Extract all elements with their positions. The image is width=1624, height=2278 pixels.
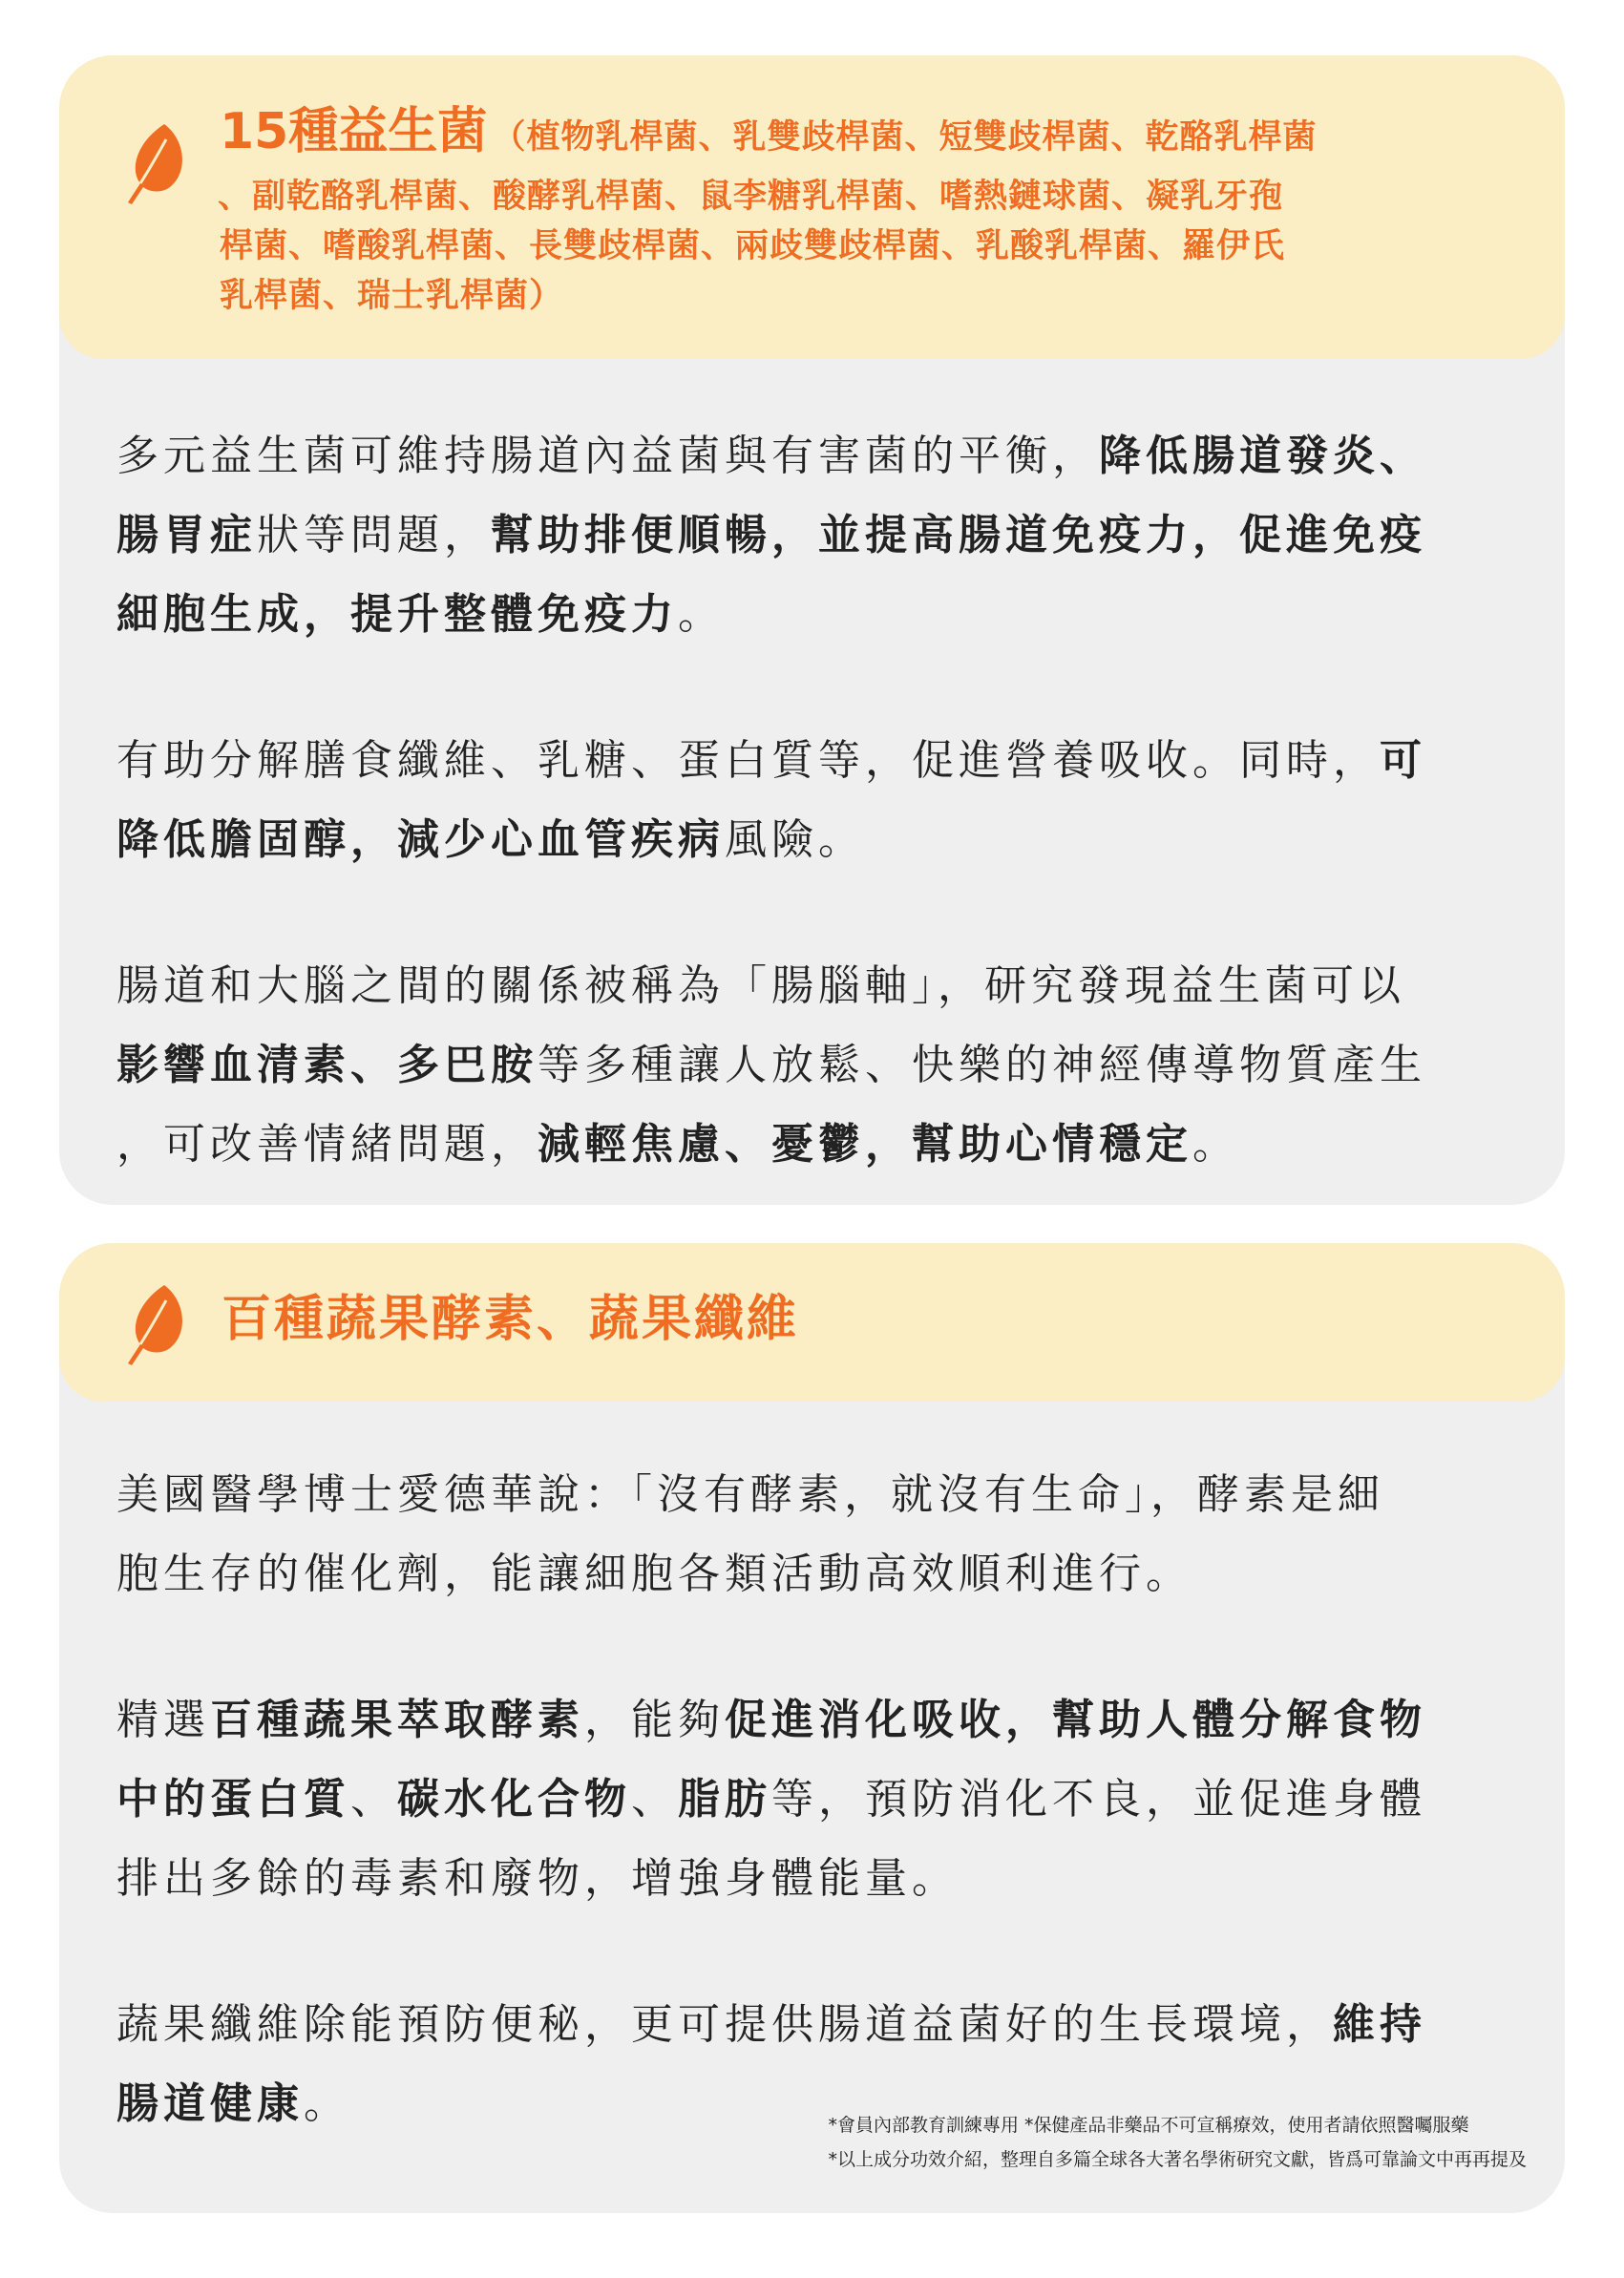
paragraph-line <box>116 416 1510 496</box>
bold-text-run: 腸胃症 <box>116 511 257 559</box>
probiotics-strain-list-line-4: 乳桿菌、瑞士乳桿菌） <box>220 277 564 315</box>
probiotics-title: 15種益生菌 <box>220 103 488 160</box>
text-run: 風險。 <box>725 815 865 864</box>
probiotics-strain-list-line-3: 桿菌、嗜酸乳桿菌、長雙歧桿菌、兩歧雙歧桿菌、乳酸乳桿菌、羅伊氏 <box>220 227 1286 265</box>
probiotics-body <box>116 416 1510 1184</box>
bold-text-run: 碳水化合物 <box>397 1775 631 1824</box>
bold-text-run: 中的蛋白質 <box>116 1775 350 1824</box>
paragraph-line <box>116 1680 1510 1760</box>
text-run: 排出多餘的毒素和廢物，增強身體能量。 <box>116 1854 959 1903</box>
text-run: ，能夠 <box>584 1696 725 1744</box>
text-run: 等，預防消化不良，並促進身體 <box>771 1775 1426 1824</box>
text-run: 蔬果纖維除能預防便秘，更可提供腸道益菌好的生長環境， <box>116 2000 1333 2049</box>
text-run: 。 <box>1192 1120 1239 1169</box>
text-run: 多元益生菌可維持腸道內益菌與有害菌的平衡， <box>116 432 1099 480</box>
text-run: 精選 <box>116 1696 210 1744</box>
bold-text-run: 可 <box>1380 736 1426 785</box>
text-run: 。 <box>678 590 725 639</box>
enzyme-card-header <box>59 1243 1565 1402</box>
paragraph-line <box>116 1105 1510 1184</box>
text-run: 胞生存的催化劑，能讓細胞各類活動高效順利進行。 <box>116 1550 1192 1598</box>
probiotics-paragraph-balance <box>116 416 1510 654</box>
paragraph-line <box>116 946 1510 1025</box>
paragraph-line <box>116 1760 1510 1839</box>
enzyme-card <box>59 1243 1565 2213</box>
paragraph-line <box>116 496 1510 575</box>
paragraph-line <box>116 1839 1510 1918</box>
enzyme-paragraph-digestion <box>116 1680 1510 1918</box>
bold-text-run: 降低腸道發炎、 <box>1099 432 1426 480</box>
leaf-icon <box>126 1283 189 1367</box>
leaf-icon <box>126 122 189 206</box>
bold-text-run: 腸道健康 <box>116 2079 304 2128</box>
probiotics-paragraph-digestion <box>116 721 1510 879</box>
bold-text-run: 維持 <box>1333 2000 1426 2049</box>
paragraph-line <box>116 1985 1510 2064</box>
footnote-training: *會員內部教育訓練專用 *保健產品非藥品不可宣稱療效，使用者請依照醫囑服藥 <box>828 2115 1469 2136</box>
probiotics-paragraph-gut-brain <box>116 946 1510 1184</box>
bold-text-run: 百種蔬果萃取酵素 <box>210 1696 584 1744</box>
bold-text-run: 細胞生成，提升整體免疫力 <box>116 590 678 639</box>
probiotics-title-block <box>220 103 1537 321</box>
footnote-sources: *以上成分功效介紹，整理自多篇全球各大著名學術研究文獻，皆爲可靠論文中再再提及 <box>828 2149 1527 2170</box>
paragraph-line <box>116 721 1510 800</box>
text-run: 美國醫學博士愛德華說：「沒有酵素，就沒有生命」，酵素是細 <box>116 1470 1384 1519</box>
bold-text-run: 促進消化吸收，幫助人體分解食物 <box>725 1696 1426 1744</box>
probiotics-strain-list-line-2: 、副乾酪乳桿菌、酸酵乳桿菌、鼠李糖乳桿菌、嗜熱鏈球菌、凝乳牙孢 <box>218 178 1284 216</box>
paragraph-line <box>116 1534 1510 1614</box>
paragraph-line <box>116 1455 1510 1534</box>
text-run: 等多種讓人放鬆、快樂的神經傳導物質產生 <box>538 1041 1426 1089</box>
text-run: 、 <box>631 1775 678 1824</box>
paragraph-line <box>116 800 1510 879</box>
enzyme-title: 百種蔬果酵素、蔬果纖維 <box>221 1291 800 1348</box>
text-run: ，可改善情緒問題， <box>116 1120 538 1169</box>
enzyme-body <box>116 1455 1510 2143</box>
enzyme-paragraph-quote <box>116 1455 1510 1614</box>
probiotics-strain-list-line-1: （植物乳桿菌、乳雙歧桿菌、短雙歧桿菌、乾酪乳桿菌 <box>492 118 1318 157</box>
bold-text-run: 影響血清素、多巴胺 <box>116 1041 538 1089</box>
probiotics-card-header <box>59 55 1565 359</box>
paragraph-line <box>116 575 1510 654</box>
bold-text-run: 幫助排便順暢，並提高腸道免疫力，促進免疫 <box>491 511 1426 559</box>
paragraph-line <box>116 1025 1510 1105</box>
text-run: 有助分解膳食纖維、乳糖、蛋白質等，促進營養吸收。同時， <box>116 736 1380 785</box>
bold-text-run: 降低膽固醇，減少心血管疾病 <box>116 815 725 864</box>
text-run: 。 <box>304 2079 350 2128</box>
text-run: 腸道和大腦之間的關係被稱為「腸腦軸」，研究發現益生菌可以 <box>116 961 1405 1010</box>
bold-text-run: 減輕焦慮、憂鬱，幫助心情穩定 <box>538 1120 1192 1169</box>
text-run: 、 <box>350 1775 397 1824</box>
probiotics-card <box>59 55 1565 1205</box>
bold-text-run: 脂肪 <box>678 1775 771 1824</box>
footnotes <box>828 2108 1527 2177</box>
text-run: 狀等問題， <box>257 511 491 559</box>
